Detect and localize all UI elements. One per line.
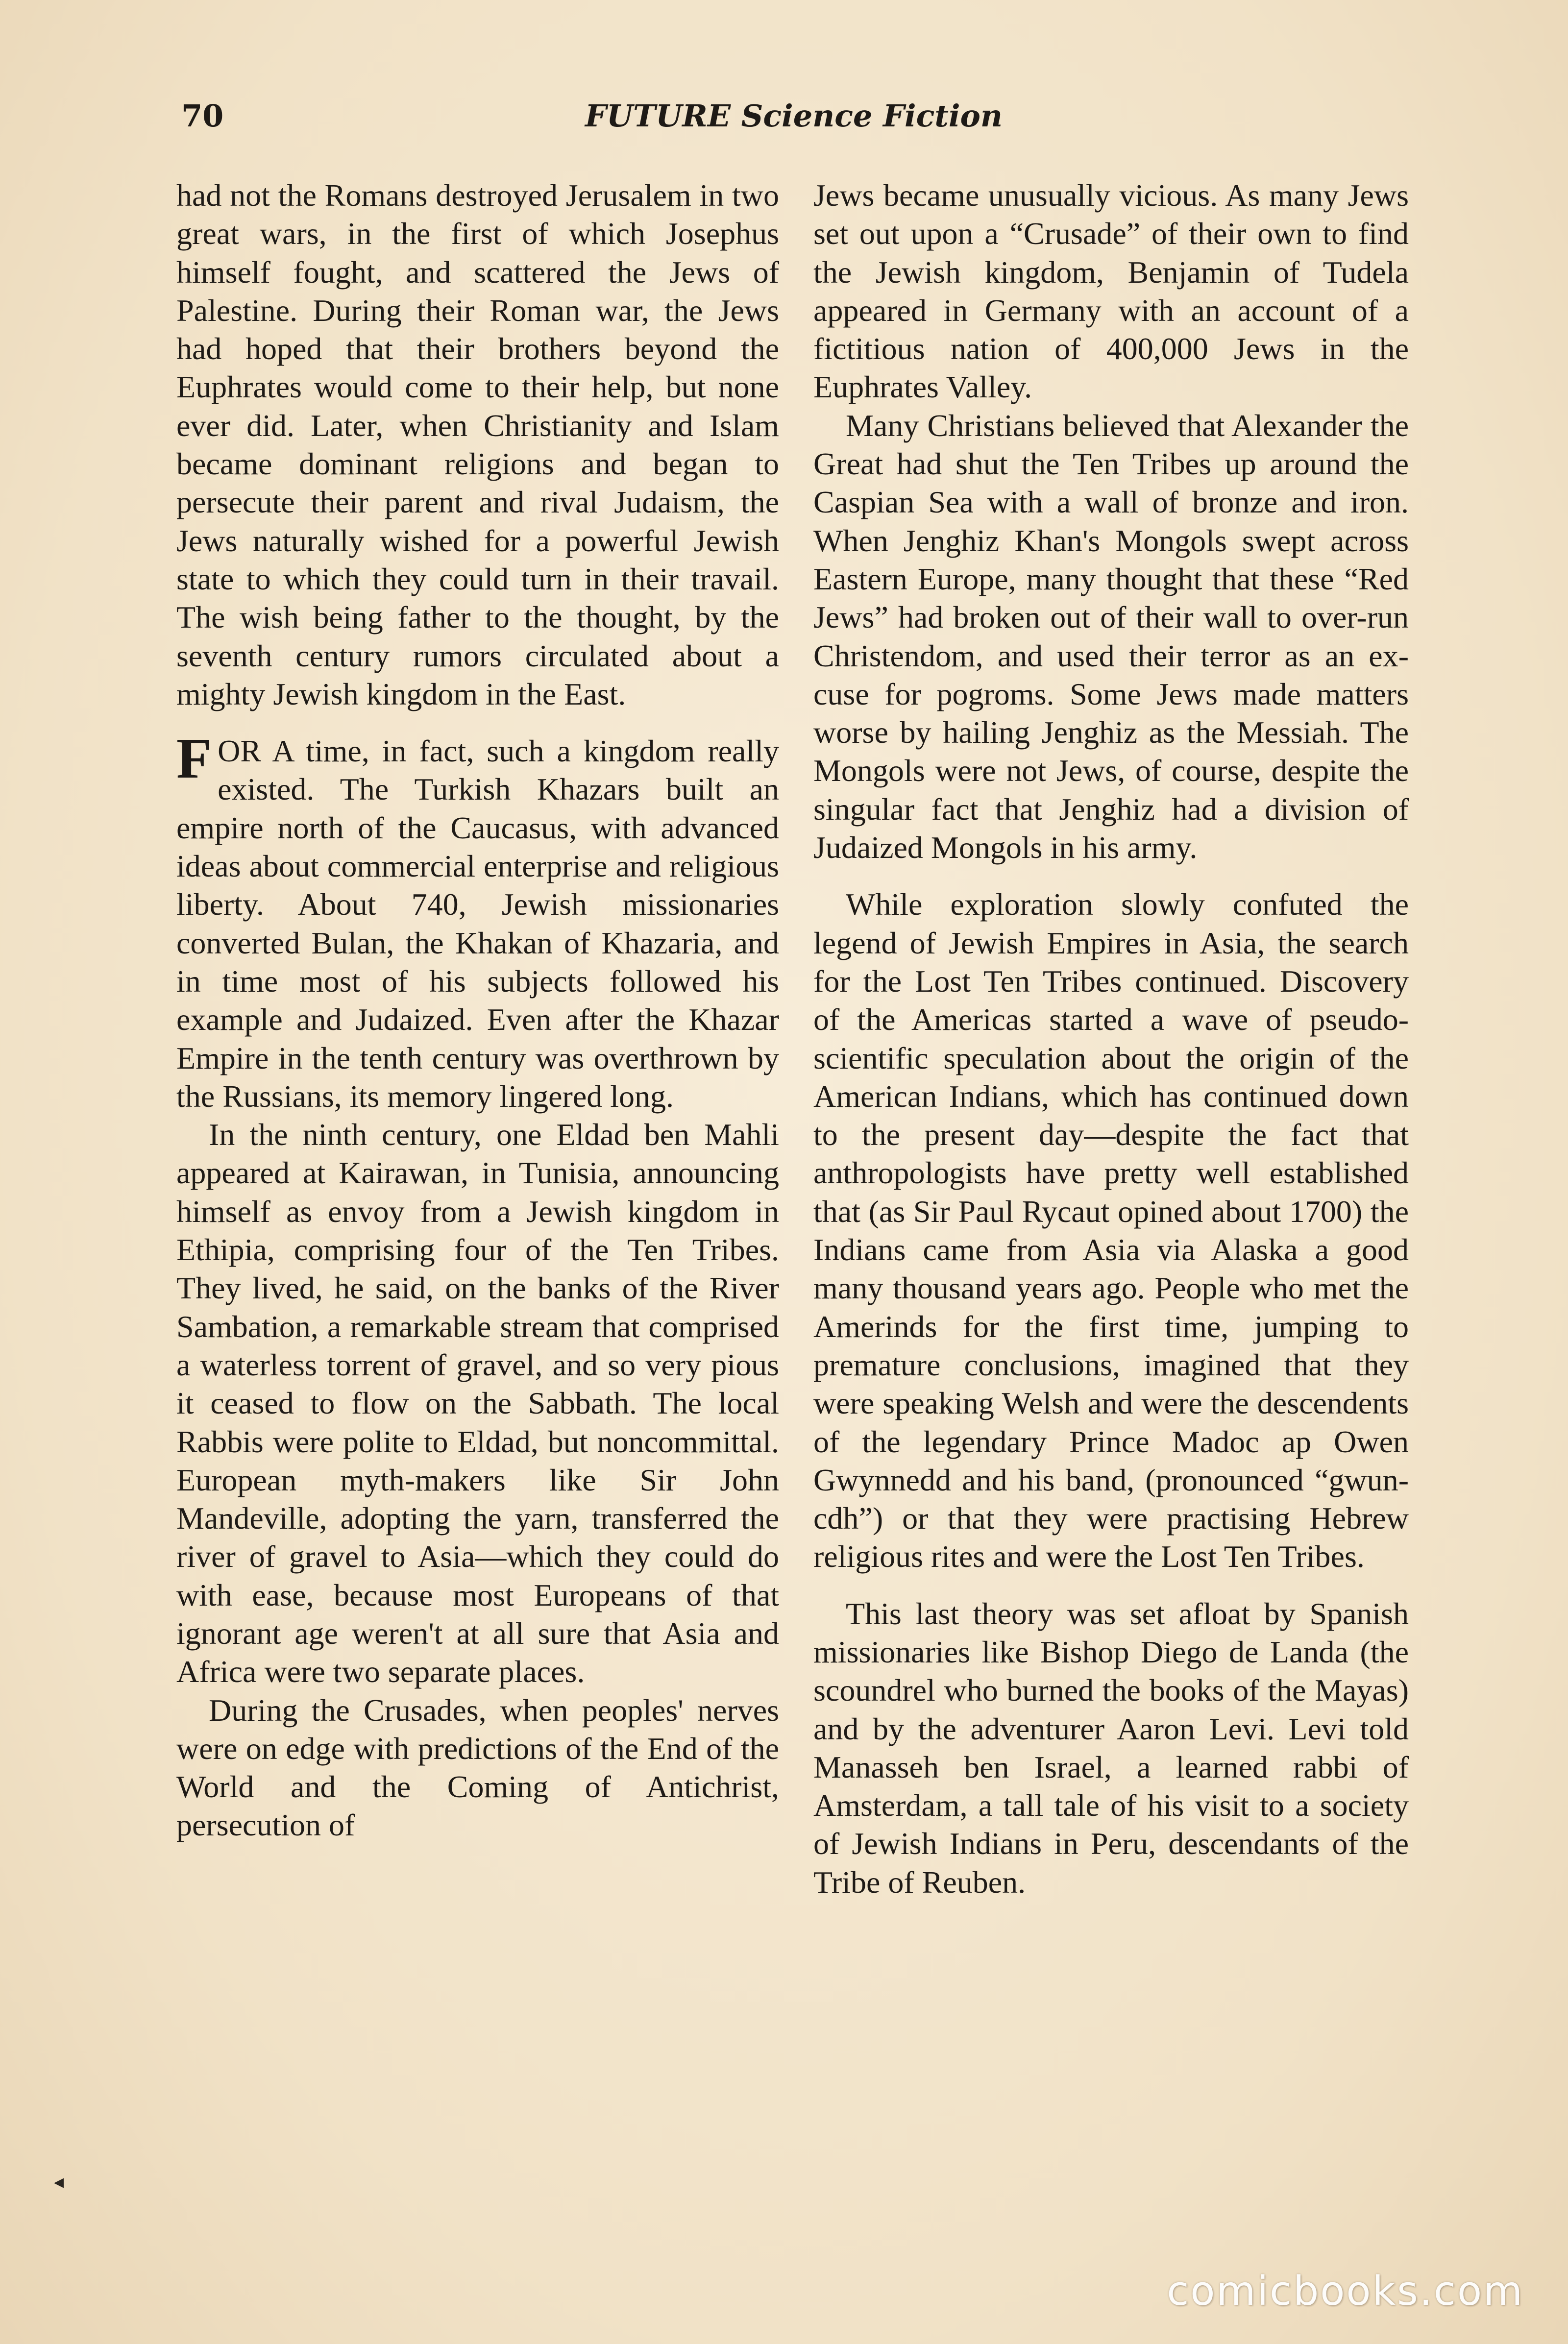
page-header [181,98,1406,142]
paragraph: During the Crusades, when peoples' nerves were on edge with predictions of the End of the World and the Coming of Antichrist, persecution of [176,1692,779,1843]
margin-arrow-icon: ◂ [54,2171,64,2193]
paragraph: While exploration slowly confuted the legend of Jewish Empires in Asia, the search for the Lost Ten Tribes continued. Discovery of the Americas started a wave of pseudo-scientific speculation about the origin of the American Indians, which has continued down to the present day—despite the fact that anthropologists have pretty well established that (as Sir Paul Rycaut opined about 1700) the Indians came from Asia via Alaska a good many thousand years ago. People who met the Amerinds for the first time, jumping to premature conclusions, imagined that they were speaking Welsh and were the descendents of the legendary Prince Madoc ap Owen Gwynnedd and his band, (pronounced “gwun-cdh”) or that they were practising Hebrew religious rites and were the Lost Ten Tribes. [813,887,1409,1574]
paragraph: Many Christians believed that Alexander the Great had shut the Ten Tribes up around the Caspian Sea with a wall of bronze and iron. When Jenghiz Khan's Mongols swept across Eastern Europe, many thought that these “Red Jews” had broken out of their wall to over-run Christendom, and used their terror as an excuse for pogroms. Some Jews made matters worse by hailing Jenghiz as the Messiah. The Mongols were not Jews, of course, despite the singular fact that Jenghiz had a division of Judaized Mongols in his army. [813,408,1409,865]
watermark: comicbooks.com [1167,2268,1524,2315]
section-paragraph [176,726,779,1116]
paragraph-text: OR A time, in fact, such a kingdom really existed. The Turkish Khazars built an empire north of the Caucasus, with advanced ideas about commercial enterprise and religious liberty. About 740, Jewish missionaries converted Bulan, the Khakan of Khazaria, and in time most of his subjects followed his example and Judaized. Even after the Khazar Empire in the tenth century was overthrown by the Russians, its memory lingered long. [176,733,779,1114]
drop-cap: F [176,726,212,791]
left-column [176,176,779,1845]
right-column [813,176,1409,1902]
paragraph: had not the Romans destroyed Jerusalem in two great wars, in the first of which Josephus himself fought, and scattered the Jews of Palestine. During their Roman war, the Jews had hoped that their brothers beyond the Euphrates would come to their help, but none ever did. Later, when Christianity and Islam became dominant religions and began to persecute their parent and rival Judaism, the Jews naturally wished for a powerful Jewish state to which they could turn in their travail. The wish being father to the thought, by the seventh century rumors circulated about a mighty Jewish kingdom in the East. [176,178,779,711]
paragraph: Jews became unusually vicious. As many Jews set out upon a “Crusade” of their own to find the Jewish kingdom, Benjamin of Tudela appeared in Germany with an account of a fictitious nation of 400,000 Jews in the Euphrates Valley. [813,178,1409,405]
page-number: 70 [181,98,224,134]
paragraph: This last theory was set afloat by Spanish missionaries like Bishop Diego de Landa (the scoundrel who burned the books of the Mayas) and by the adventurer Aaron Levi. Levi told Manasseh ben Israel, a learned rabbi of Amsterdam, a tall tale of his visit to a society of Jewish Indians in Peru, descendants of the Tribe of Reuben. [813,1596,1409,1900]
paragraph: In the ninth century, one Eldad ben Mahli appeared at Kairawan, in Tunisia, announcing himself as envoy from a Jewish kingdom in Ethipia, comprising four of the Ten Tribes. They lived, he said, on the banks of the River Sambation, a remarkable stream that comprised a waterless torrent of gravel, and so very pious it ceased to flow on the Sabbath. The local Rabbis were polite to Eldad, but noncommittal. European myth-makers like Sir John Mandeville, adopting the yarn, transferred the river of gravel to Asia—which they could do with ease, because most Europeans of that ignorant age weren't at all sure that Asia and Africa were two separate places. [176,1117,779,1689]
running-head: FUTURE Science Fiction [585,98,1003,134]
